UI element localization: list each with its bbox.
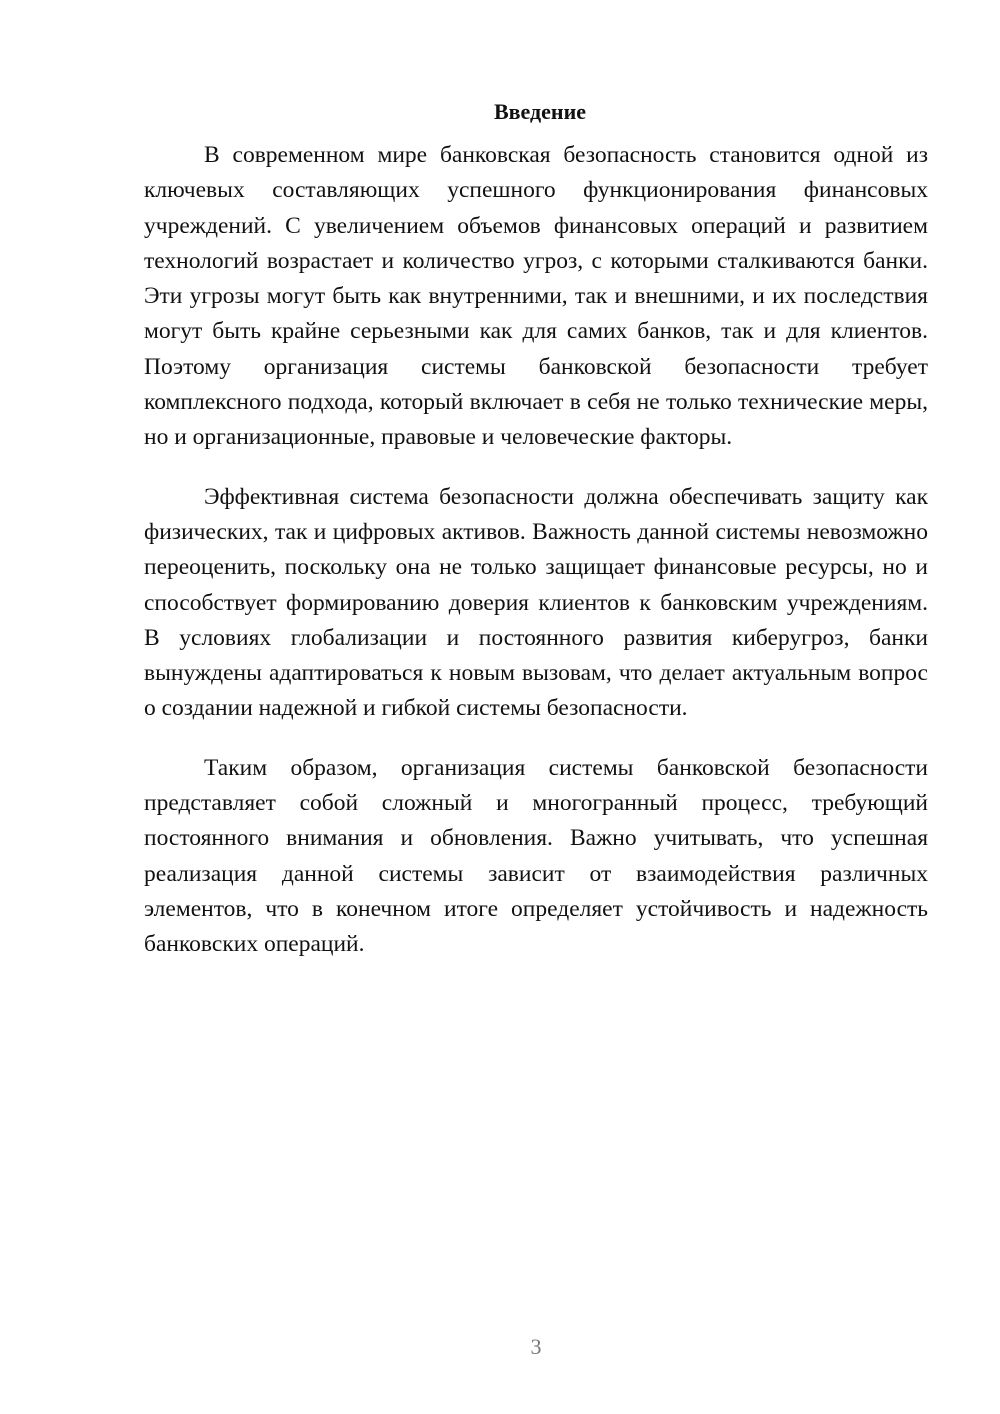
paragraph-3: Таким образом, организация системы банковской безопасности представляет собой сложный и многогранный процесс, требующий постоянного внимания и обновления. Важно учитывать, что успешная реализация данной системы зависит от взаимодействия различных элементов, что в конечном итоге определяет устойчивость и надежность банковских операций. — [144, 754, 928, 958]
page-content — [144, 96, 928, 987]
page-number: 3 — [530, 1334, 542, 1359]
page-title: Введение — [493, 99, 587, 124]
paragraph-1: В современном мире банковская безопасность становится одной из ключевых составляющих успешного функционирования финансовых учреждений. С увеличением объемов финансовых операций и развитием технологий возрастает и количество угроз, с которыми сталкиваются банки. Эти угрозы могут быть как внутренними, так и внешними, и их последствия могут быть крайне серьезными как для самих банков, так и для клиентов. Поэтому организация системы банковской безопасности требует комплексного подхода, который включает в себя не только технические меры, но и организационные, правовые и человеческие факторы. — [144, 142, 928, 451]
paragraph-2: Эффективная система безопасности должна обеспечивать защиту как физических, так и цифровых активов. Важность данной системы невозможно переоценить, поскольку она не только защищает финансовые ресурсы, но и способствует формированию доверия клиентов к банковским учреждениям. В условиях глобализации и постоянного развития киберугроз, банки вынуждены адаптироваться к новым вызовам, что делает актуальным вопрос о создании надежной и гибкой системы безопасности. — [144, 483, 928, 722]
